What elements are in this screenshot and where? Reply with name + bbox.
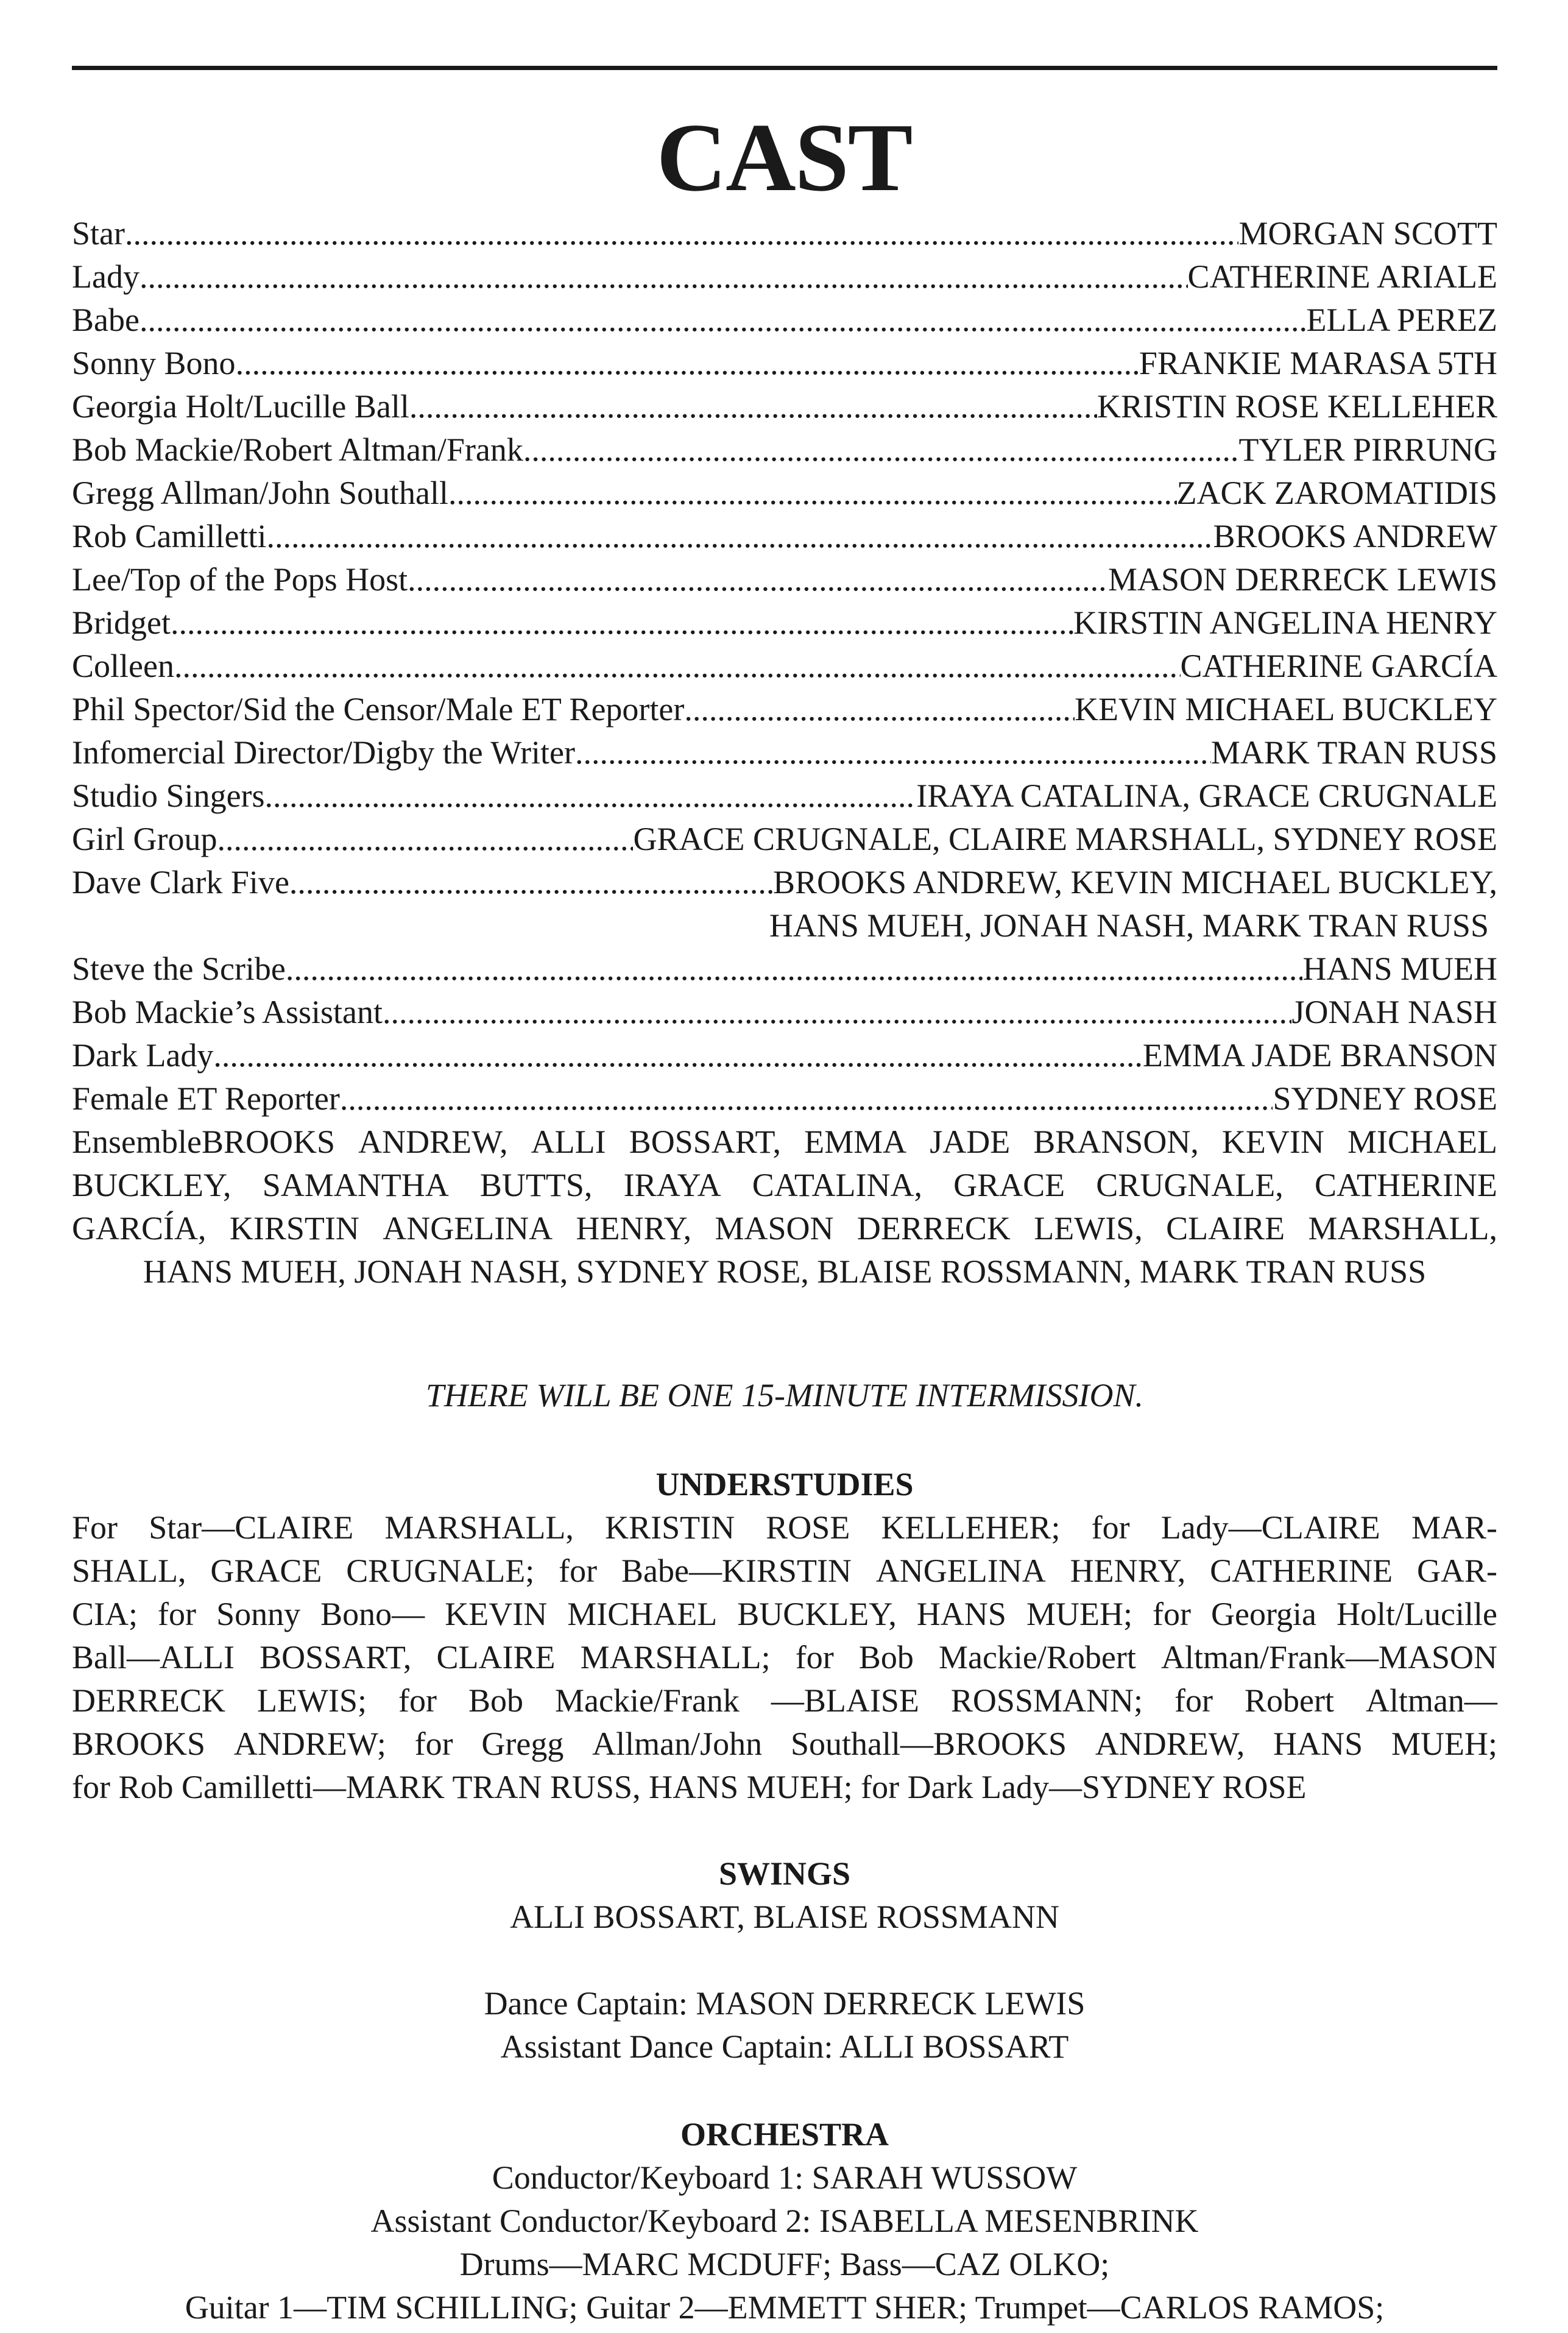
dot-leader: [236, 342, 1139, 385]
understudies-word: for: [559, 1552, 598, 1589]
cast-actor: SYDNEY ROSE: [1273, 1080, 1497, 1117]
dot-leader: [383, 991, 1291, 1034]
ensemble-word: KIRSTIN: [229, 1210, 359, 1247]
ensemble-word: BOSSART,: [629, 1124, 782, 1160]
cast-role: Female ET Reporter: [72, 1080, 340, 1117]
dot-leader: [125, 212, 1238, 255]
swings-names: ALLI BOSSART, BLAISE ROSSMANN: [510, 1899, 1059, 1935]
ensemble-word: ALLI: [531, 1124, 606, 1160]
ensemble-word: CLAIRE: [1166, 1210, 1285, 1247]
cast-actor: FRANKIE MARASA 5TH: [1139, 345, 1497, 381]
cast-actor: MASON DERRECK LEWIS: [1107, 561, 1497, 598]
understudies-word: for: [1153, 1596, 1191, 1632]
orchestra-line: Drums—MARC MCDUFF; Bass—CAZ OLKO;: [459, 2246, 1110, 2282]
understudies-word: Southall—BROOKS: [790, 1726, 1067, 1762]
cast-role: Dark Lady: [72, 1037, 214, 1074]
cast-row: [72, 472, 1497, 515]
understudies-word: MARSHALL,: [384, 1509, 574, 1546]
cast-row: [72, 1034, 1497, 1077]
understudies-word: HANS: [916, 1596, 1006, 1632]
ensemble-word: DERRECK: [856, 1210, 1011, 1247]
cast-role: Babe: [72, 302, 139, 338]
cast-actor: CATHERINE ARIALE: [1187, 258, 1497, 295]
cast-role: Sonny Bono: [72, 345, 236, 381]
understudies-word: CIA;: [72, 1596, 138, 1632]
cast-actor-continuation: HANS MUEH, JONAH NASH, MARK TRAN RUSS: [769, 907, 1489, 944]
understudies-word: LEWIS;: [257, 1682, 367, 1719]
orchestra-line: Conductor/Keyboard 1: SARAH WUSSOW: [492, 2159, 1078, 2196]
cast-role: Colleen: [72, 648, 174, 684]
cast-role: Rob Camilletti: [72, 518, 267, 554]
cast-role: Phil Spector/Sid the Censor/Male ET Reporter: [72, 691, 685, 728]
understudies-word: Bono—: [320, 1596, 425, 1632]
understudies-word: BROOKS: [72, 1726, 206, 1762]
ensemble-word: KEVIN: [1221, 1124, 1324, 1160]
understudies-word: Georgia: [1211, 1596, 1316, 1632]
ensemble-word: MARSHALL,: [1308, 1210, 1497, 1247]
understudies-word: ANDREW;: [233, 1726, 386, 1762]
understudies-line: [72, 1549, 1497, 1593]
understudies-word: DERRECK: [72, 1682, 226, 1719]
ensemble-word: ANGELINA: [383, 1210, 553, 1247]
understudies-word: for: [158, 1596, 197, 1632]
ensemble-word: EnsembleBROOKS: [72, 1124, 335, 1160]
understudies-word: KEVIN: [445, 1596, 548, 1632]
cast-row: [72, 1077, 1497, 1120]
ensemble-line: [72, 1207, 1497, 1250]
understudies-word: MUEH;: [1391, 1726, 1497, 1762]
cast-actor: MORGAN SCOTT: [1238, 215, 1497, 252]
understudies-line: [72, 1722, 1497, 1766]
orchestra-line: Assistant Conductor/Keyboard 2: ISABELLA MESENBRINK: [370, 2203, 1199, 2239]
understudies-word: For: [72, 1509, 118, 1546]
cast-role: Bridget: [72, 604, 171, 641]
ensemble-word: BRANSON,: [1033, 1124, 1199, 1160]
cast-role: Georgia Holt/Lucille Ball: [72, 388, 409, 425]
ensemble-word: LEWIS,: [1034, 1210, 1143, 1247]
cast-role: Steve the Scribe: [72, 951, 286, 987]
dot-leader: [139, 299, 1307, 342]
ensemble-word: EMMA: [804, 1124, 907, 1160]
cast-role: Lee/Top of the Pops Host: [72, 561, 408, 598]
dot-leader: [171, 601, 1073, 645]
understudies-word: Mackie/Robert: [938, 1639, 1136, 1676]
cast-role: Lady: [72, 258, 139, 295]
understudies-word: CLAIRE: [436, 1639, 556, 1676]
ensemble-word: SAMANTHA: [262, 1167, 449, 1203]
understudies-word: SHALL,: [72, 1552, 186, 1589]
understudies-text: [72, 1506, 1497, 1766]
understudies-section: [72, 1463, 1497, 1809]
ensemble-word: CATALINA,: [752, 1167, 922, 1203]
ensemble-word: BUTTS,: [479, 1167, 593, 1203]
page-title: CAST: [656, 103, 912, 211]
dot-leader: [265, 774, 917, 818]
dot-leader: [267, 515, 1213, 558]
ensemble-word: BUCKLEY,: [72, 1167, 231, 1203]
understudies-word: Ball—ALLI: [72, 1639, 235, 1676]
swings-heading: SWINGS: [718, 1855, 851, 1892]
intermission-section: [72, 1374, 1497, 1417]
cast-row: [72, 731, 1497, 774]
cast-actor: BROOKS ANDREW: [1213, 518, 1497, 554]
dot-leader: [448, 472, 1177, 515]
dot-leader: [575, 731, 1211, 774]
cast-row: [72, 558, 1497, 601]
cast-actor: ELLA PEREZ: [1306, 302, 1497, 338]
dot-leader: [409, 385, 1097, 428]
understudies-word: Mackie/Frank: [555, 1682, 740, 1719]
cast-actor: CATHERINE GARCÍA: [1180, 648, 1497, 684]
cast-actor: IRAYA CATALINA, GRACE CRUGNALE: [916, 777, 1497, 814]
cast-row: [72, 255, 1497, 299]
cast-row: [72, 428, 1497, 472]
cast-actor: BROOKS ANDREW, KEVIN MICHAEL BUCKLEY,: [772, 864, 1497, 901]
understudies-word: BUCKLEY,: [737, 1596, 897, 1632]
understudies-line: [72, 1506, 1497, 1549]
understudies-word: HANS: [1273, 1726, 1363, 1762]
understudies-word: Altman/Frank—MASON: [1160, 1639, 1497, 1676]
understudies-word: Bob: [468, 1682, 523, 1719]
cast-row: [72, 861, 1497, 904]
dance-captain: Dance Captain: MASON DERRECK LEWIS: [484, 1985, 1086, 2022]
understudies-word: KRISTIN: [605, 1509, 735, 1546]
cast-row: [72, 645, 1497, 688]
top-rule: [72, 66, 1497, 70]
cast-actor: JONAH NASH: [1291, 994, 1497, 1030]
understudies-word: Altman—: [1365, 1682, 1497, 1719]
orchestra-section: [72, 2113, 1497, 2329]
dot-leader: [139, 255, 1188, 299]
dot-leader: [286, 947, 1303, 991]
understudies-word: MAR-: [1411, 1509, 1497, 1546]
cast-role: Girl Group: [72, 821, 217, 857]
cast-row: [72, 818, 1497, 861]
understudies-heading: UNDERSTUDIES: [655, 1466, 914, 1503]
ensemble-word: JADE: [930, 1124, 1011, 1160]
cast-row: [72, 688, 1497, 731]
understudies-word: ANGELINA: [875, 1552, 1046, 1589]
cast-actor: ZACK ZAROMATIDIS: [1176, 475, 1497, 511]
understudies-word: ANDREW,: [1095, 1726, 1245, 1762]
cast-row: [72, 601, 1497, 645]
ensemble-word: CATHERINE: [1314, 1167, 1497, 1203]
ensemble-word: ANDREW,: [358, 1124, 508, 1160]
cast-row: [72, 774, 1497, 818]
cast-role: Bob Mackie/Robert Altman/Frank: [72, 431, 523, 468]
orchestra-list: [72, 2156, 1497, 2329]
ensemble-word: GRACE: [953, 1167, 1065, 1203]
cast-actor: KEVIN MICHAEL BUCKLEY: [1075, 691, 1497, 728]
cast-row: [72, 212, 1497, 255]
ensemble-line: [72, 1120, 1497, 1164]
understudies-word: CATHERINE: [1210, 1552, 1393, 1589]
understudies-word: for: [1174, 1682, 1213, 1719]
ensemble-word: GARCÍA,: [72, 1210, 207, 1247]
cast-row: [72, 991, 1497, 1034]
intermission-note: THERE WILL BE ONE 15-MINUTE INTERMISSION.: [426, 1377, 1143, 1414]
cast-actor: EMMA JADE BRANSON: [1142, 1037, 1497, 1074]
ensemble-word: HENRY,: [576, 1210, 692, 1247]
dot-leader: [217, 818, 633, 861]
cast-row: [72, 385, 1497, 428]
cast-row: [72, 342, 1497, 385]
cast-row: [72, 515, 1497, 558]
understudies-word: KELLEHER;: [881, 1509, 1061, 1546]
understudies-word: Lady—CLAIRE: [1160, 1509, 1380, 1546]
understudies-word: Bob: [858, 1639, 914, 1676]
dot-leader: [174, 645, 1181, 688]
understudies-line: [72, 1679, 1497, 1722]
understudies-word: Robert: [1244, 1682, 1334, 1719]
cast-actor: MARK TRAN RUSS: [1210, 734, 1497, 771]
understudies-word: Star—CLAIRE: [149, 1509, 354, 1546]
cast-actor: TYLER PIRRUNG: [1238, 431, 1497, 468]
understudies-word: for: [795, 1639, 834, 1676]
cast-role: Bob Mackie’s Assistant: [72, 994, 383, 1030]
dot-leader: [684, 688, 1075, 731]
dot-leader: [289, 861, 773, 904]
understudies-word: ROSSMANN;: [950, 1682, 1143, 1719]
understudies-word: Sonny: [216, 1596, 301, 1632]
understudies-word: MARSHALL;: [580, 1639, 771, 1676]
ensemble-word: MICHAEL: [1347, 1124, 1497, 1160]
dot-leader: [523, 428, 1239, 472]
understudies-word: Gregg: [481, 1726, 564, 1762]
dot-leader: [213, 1034, 1143, 1077]
ensemble-line: [72, 1164, 1497, 1207]
ensemble-word: IRAYA: [623, 1167, 721, 1203]
understudies-word: GAR-: [1416, 1552, 1497, 1589]
ensemble-line: HANS MUEH, JONAH NASH, SYDNEY ROSE, BLAISE ROSSMANN, MARK TRAN RUSS: [143, 1253, 1427, 1290]
cast-actor: HANS MUEH: [1302, 951, 1497, 987]
dot-leader: [340, 1077, 1273, 1120]
understudies-word: Allman/John: [592, 1726, 763, 1762]
understudies-word: for: [398, 1682, 437, 1719]
understudies-word: CRUGNALE;: [346, 1552, 535, 1589]
ensemble-word: CRUGNALE,: [1096, 1167, 1284, 1203]
understudies-word: MICHAEL: [567, 1596, 718, 1632]
ensemble-word: MASON: [715, 1210, 834, 1247]
cast-row: [72, 299, 1497, 342]
assistant-dance-captain: Assistant Dance Captain: ALLI BOSSART: [500, 2028, 1069, 2065]
orchestra-line: Guitar 1—TIM SCHILLING; Guitar 2—EMMETT SHER; Trumpet—CARLOS RAMOS;: [185, 2289, 1385, 2326]
cast-actor: GRACE CRUGNALE, CLAIRE MARSHALL, SYDNEY ROSE: [633, 821, 1497, 857]
swings-section: [72, 1852, 1497, 2069]
cast-role: Infomercial Director/Digby the Writer: [72, 734, 576, 771]
cast-role: Gregg Allman/John Southall: [72, 475, 448, 511]
understudies-line: [72, 1636, 1497, 1679]
understudies-line: for Rob Camilletti—MARK TRAN RUSS, HANS MUEH; for Dark Lady—SYDNEY ROSE: [72, 1769, 1307, 1805]
cast-actor: KIRSTIN ANGELINA HENRY: [1073, 604, 1497, 641]
cast-role: Star: [72, 215, 125, 252]
understudies-word: HENRY,: [1070, 1552, 1186, 1589]
understudies-word: BOSSART,: [260, 1639, 412, 1676]
understudies-word: GRACE: [210, 1552, 322, 1589]
cast-actor: KRISTIN ROSE KELLEHER: [1097, 388, 1497, 425]
understudies-word: for: [414, 1726, 453, 1762]
cast-role: Dave Clark Five: [72, 864, 289, 901]
understudies-word: —BLAISE: [771, 1682, 919, 1719]
orchestra-heading: ORCHESTRA: [680, 2116, 889, 2153]
cast-role: Studio Singers: [72, 777, 265, 814]
dot-leader: [408, 558, 1108, 601]
understudies-word: Babe—KIRSTIN: [621, 1552, 852, 1589]
understudies-word: MUEH;: [1026, 1596, 1132, 1632]
cast-list: [72, 212, 1497, 1294]
cast-row: [72, 947, 1497, 991]
understudies-word: ROSE: [766, 1509, 850, 1546]
understudies-word: Holt/Lucille: [1337, 1596, 1497, 1632]
understudies-word: for: [1091, 1509, 1130, 1546]
understudies-line: [72, 1593, 1497, 1636]
